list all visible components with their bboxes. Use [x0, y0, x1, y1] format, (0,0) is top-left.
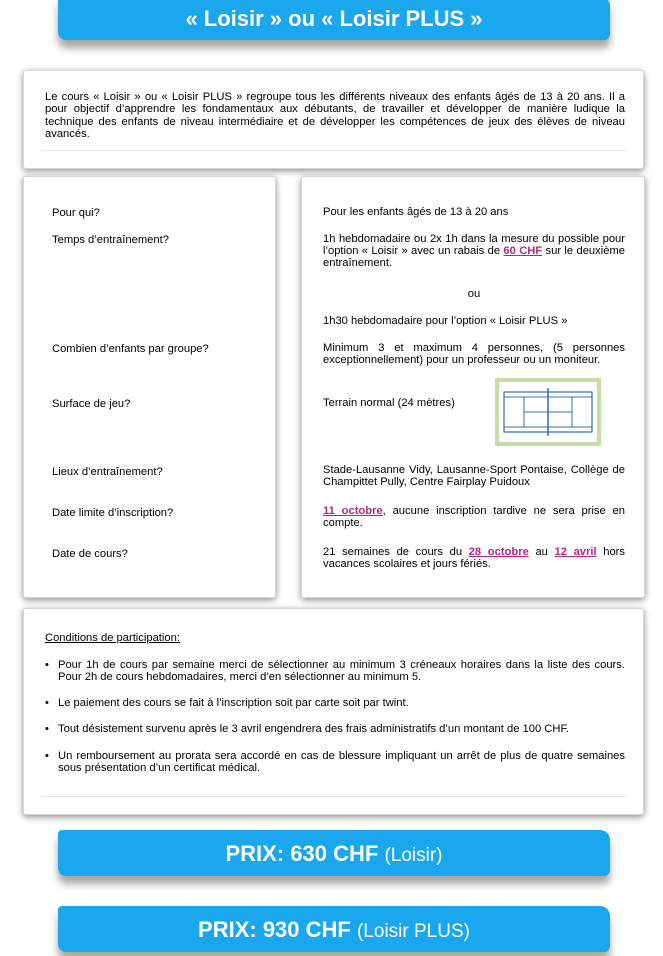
page-title: « Loisir » ou « Loisir PLUS »: [185, 6, 483, 31]
price-loisir-label: (Loisir): [384, 845, 443, 866]
label-combien: Combien d’enfants par groupe?: [52, 343, 209, 355]
value-date-limite-text: , aucune inscription tardive ne sera prise en compte.: [323, 505, 625, 530]
price-loisir-plus: PRIX: 930 CHF: [198, 917, 351, 942]
value-date-cours-text: 21 semaines de cours du: [323, 546, 469, 558]
conditions-title: Conditions de participation:: [45, 632, 180, 644]
registration-deadline: 11 octobre: [323, 505, 383, 517]
title-banner: [58, 0, 610, 40]
value-temps-plus: 1h30 hebdomadaire pour l’option « Loisir PLUS »: [323, 315, 568, 327]
tennis-court-icon: [495, 378, 601, 446]
condition-item: • Tout désistement survenu après le 3 avril engendrera des frais administratifs d’un montant de 100 CHF.: [45, 723, 625, 735]
condition-item: • Un remboursement au prorata sera accordé en cas de blessure impliquant un arrêt de plus de quatre semaines sous présentation d’un certificat médical.: [45, 750, 625, 775]
details-labels-card: [23, 176, 276, 598]
details-values-card: [301, 176, 645, 598]
condition-item: • Le paiement des cours se fait à l’inscription soit par carte soit par twint.: [45, 697, 625, 709]
price-loisir-plus-label: (Loisir PLUS): [356, 921, 470, 942]
course-end-date: 12 avril: [554, 546, 597, 558]
conditions-divider: [41, 796, 626, 797]
discount-amount: 60 CHF: [503, 245, 543, 258]
price-banner-loisir-plus: [58, 906, 610, 952]
value-surface: Terrain normal (24 mètres): [323, 397, 455, 409]
condition-item: • Pour 1h de cours par semaine merci de sélectionner au minimum 3 créneaux horaires dans la liste des cours. Pour 2h de cours hebdomadaires, merci d’en sélectionner au minimum 5.: [45, 659, 625, 684]
value-combien: Minimum 3 et maximum 4 personnes, (5 personnes exceptionnellement) pour un professeur ou un moniteur.: [323, 342, 625, 367]
value-date-cours: [323, 546, 625, 570]
label-temps: Temps d’entraînement?: [52, 234, 169, 246]
value-pour-qui: Pour les enfants âgés de 13 à 20 ans: [323, 206, 509, 218]
value-date-cours-end: hors vacances scolaires et jours fériés.: [323, 546, 625, 571]
value-temps-text-end: sur le deuxième entraînement.: [323, 245, 625, 270]
intro-card: [23, 70, 644, 169]
label-date-cours: Date de cours?: [52, 548, 128, 560]
value-date-limite: [323, 505, 625, 529]
price-loisir: PRIX: 630 CHF: [225, 841, 379, 866]
intro-text: Le cours « Loisir » ou « Loisir PLUS » regroupe tous les différents niveaux des enfants âgés de 13 à 20 ans. Il a pour objectif d’apprendre les fondamentaux aux débutants, de travailler et développer de manière ludique la technique des enfants de niveau intermédiaire et de développer les compétences de jeux des élèves de niveau avancés.: [45, 91, 625, 141]
label-lieux: Lieux d’entraînement?: [52, 466, 163, 478]
course-start-date: 28 octobre: [468, 546, 529, 558]
price-banner-loisir: [58, 830, 610, 876]
label-pour-qui: Pour qui?: [52, 207, 100, 219]
intro-divider: [41, 150, 626, 151]
value-temps-text: 1h hebdomadaire ou 2x 1h dans la mesure du possible pour l’option « Loisir » avec un rabais de: [323, 233, 625, 258]
value-temps: [323, 233, 625, 270]
conditions-card: [23, 608, 644, 815]
value-lieux: Stade-Lausanne Vidy, Lausanne-Sport Pontaise, Collège de Champittet Pully, Centre Fairplay Puidoux: [323, 464, 625, 489]
conditions-list: [45, 659, 625, 774]
label-date-limite: Date limite d’inscription?: [52, 507, 174, 519]
value-date-cours-mid: au: [528, 546, 555, 558]
value-ou: ou: [467, 288, 481, 300]
label-surface: Surface de jeu?: [52, 398, 131, 410]
